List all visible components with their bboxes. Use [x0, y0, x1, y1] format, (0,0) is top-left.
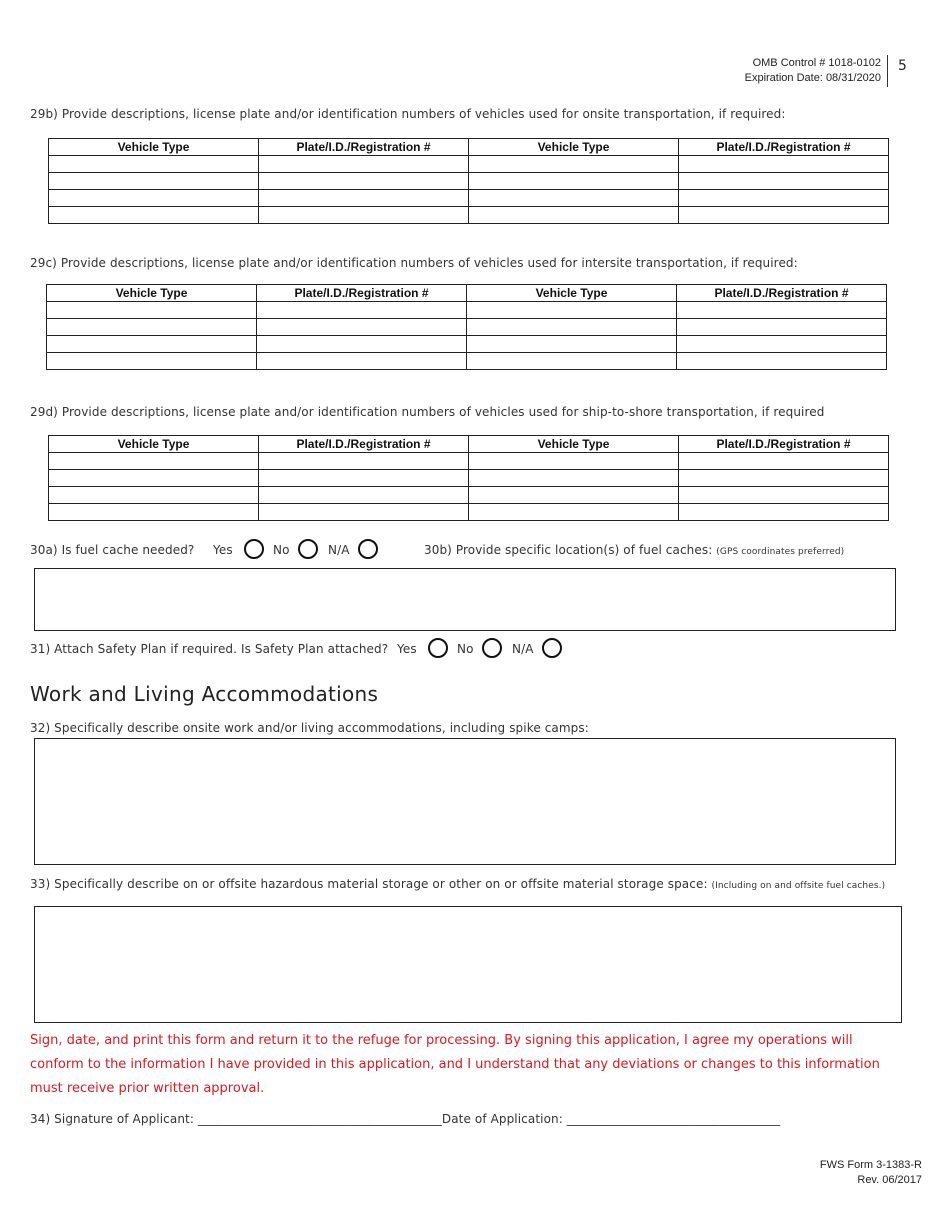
table-cell[interactable] — [677, 353, 887, 370]
table-row — [47, 353, 887, 370]
col-vehicle-type: Vehicle Type — [467, 285, 677, 302]
table-cell[interactable] — [49, 504, 259, 521]
table-cell[interactable] — [469, 156, 679, 173]
table-cell[interactable] — [677, 302, 887, 319]
table-cell[interactable] — [47, 353, 257, 370]
table-cell[interactable] — [47, 336, 257, 353]
q31-na-radio[interactable] — [542, 638, 562, 658]
table-cell[interactable] — [467, 336, 677, 353]
q29c-vehicle-table — [46, 284, 887, 370]
table-cell[interactable] — [49, 487, 259, 504]
table-cell[interactable] — [49, 207, 259, 224]
q31-no-label: No — [457, 642, 474, 656]
col-plate: Plate/I.D./Registration # — [259, 139, 469, 156]
table-cell[interactable] — [679, 207, 889, 224]
table-cell[interactable] — [469, 173, 679, 190]
table-cell[interactable] — [259, 470, 469, 487]
table-cell[interactable] — [679, 190, 889, 207]
table-cell[interactable] — [259, 190, 469, 207]
table-cell[interactable] — [467, 319, 677, 336]
table-cell[interactable] — [259, 504, 469, 521]
table-cell[interactable] — [467, 302, 677, 319]
col-vehicle-type: Vehicle Type — [49, 436, 259, 453]
table-row — [49, 487, 889, 504]
table-cell[interactable] — [469, 487, 679, 504]
q33-label-wrap — [30, 877, 885, 891]
table-cell[interactable] — [259, 173, 469, 190]
omb-control: OMB Control # 1018-0102 — [752, 57, 881, 69]
q31-no-radio[interactable] — [482, 638, 502, 658]
q30a-na-label: N/A — [328, 543, 350, 557]
date-field[interactable]: Date of Application: ___________________________________ — [441, 1112, 781, 1126]
q29c-label: 29c) Provide descriptions, license plate and/or identification numbers of vehicles used for intersite transportation, if required: — [30, 256, 798, 270]
q33-text-area[interactable] — [34, 906, 902, 1023]
q29d-label: 29d) Provide descriptions, license plate and/or identification numbers of vehicles used for ship-to-shore transportation, if required — [30, 405, 825, 419]
q30b-text-area[interactable] — [34, 568, 896, 631]
table-cell[interactable] — [679, 504, 889, 521]
table-cell[interactable] — [469, 190, 679, 207]
table-cell[interactable] — [257, 319, 467, 336]
col-vehicle-type: Vehicle Type — [469, 139, 679, 156]
table-cell[interactable] — [257, 302, 467, 319]
q30a-no-radio[interactable] — [298, 539, 318, 559]
col-plate: Plate/I.D./Registration # — [257, 285, 467, 302]
table-cell[interactable] — [47, 302, 257, 319]
q29b-vehicle-table — [48, 138, 889, 224]
table-cell[interactable] — [259, 156, 469, 173]
q33-note: (Including on and offsite fuel caches.) — [711, 881, 886, 891]
q29d-vehicle-table — [48, 435, 889, 521]
table-cell[interactable] — [257, 353, 467, 370]
q31-na-label: N/A — [512, 642, 534, 656]
table-row — [49, 173, 889, 190]
header-divider — [887, 55, 888, 87]
table-row — [49, 190, 889, 207]
table-cell[interactable] — [47, 319, 257, 336]
q30a-yes-radio[interactable] — [244, 539, 264, 559]
form-footer — [820, 1158, 922, 1188]
table-cell[interactable] — [257, 336, 467, 353]
form-number: FWS Form 3-1383-R — [819, 1159, 922, 1171]
table-cell[interactable] — [49, 173, 259, 190]
table-row — [49, 156, 889, 173]
table-cell[interactable] — [679, 487, 889, 504]
q33-label: 33) Specifically describe on or offsite hazardous material storage or other on or offsite material storage space: — [30, 877, 708, 891]
table-cell[interactable] — [679, 156, 889, 173]
table-cell[interactable] — [469, 470, 679, 487]
table-cell[interactable] — [679, 173, 889, 190]
table-cell[interactable] — [49, 470, 259, 487]
q34-line — [30, 1112, 780, 1126]
col-plate: Plate/I.D./Registration # — [677, 285, 887, 302]
col-plate: Plate/I.D./Registration # — [259, 436, 469, 453]
col-plate: Plate/I.D./Registration # — [679, 436, 889, 453]
table-cell[interactable] — [677, 336, 887, 353]
col-plate: Plate/I.D./Registration # — [679, 139, 889, 156]
table-cell[interactable] — [49, 156, 259, 173]
signature-field[interactable]: 34) Signature of Applicant: ________________________________________ — [30, 1112, 442, 1126]
table-cell[interactable] — [679, 470, 889, 487]
q31-label: 31) Attach Safety Plan if required. Is Safety Plan attached? — [30, 642, 389, 656]
table-cell[interactable] — [49, 453, 259, 470]
section-title: Work and Living Accommodations — [30, 682, 379, 706]
q30b-label: 30b) Provide specific location(s) of fuel caches: — [424, 543, 713, 557]
q32-text-area[interactable] — [34, 738, 896, 865]
omb-info — [745, 56, 881, 86]
table-cell[interactable] — [469, 504, 679, 521]
q32-label: 32) Specifically describe onsite work and/or living accommodations, including spike camps: — [30, 721, 589, 735]
table-row — [49, 470, 889, 487]
q30a-label: 30a) Is fuel cache needed? — [30, 543, 195, 557]
table-row — [47, 319, 887, 336]
col-vehicle-type: Vehicle Type — [49, 139, 259, 156]
table-cell[interactable] — [259, 487, 469, 504]
table-cell[interactable] — [469, 453, 679, 470]
page-number: 5 — [898, 58, 907, 74]
table-cell[interactable] — [467, 353, 677, 370]
table-row — [49, 504, 889, 521]
expiration-date: Expiration Date: 08/31/2020 — [744, 72, 881, 84]
form-revision: Rev. 06/2017 — [857, 1174, 922, 1186]
q30b-note: (GPS coordinates preferred) — [716, 547, 845, 557]
table-row — [49, 207, 889, 224]
table-cell[interactable] — [259, 453, 469, 470]
table-cell[interactable] — [259, 207, 469, 224]
col-vehicle-type: Vehicle Type — [469, 436, 679, 453]
table-cell[interactable] — [49, 190, 259, 207]
table-row — [47, 336, 887, 353]
table-cell[interactable] — [469, 207, 679, 224]
table-row — [49, 453, 889, 470]
table-cell[interactable] — [677, 319, 887, 336]
q30a-yes-label: Yes — [213, 543, 233, 557]
q31-yes-label: Yes — [397, 642, 417, 656]
table-cell[interactable] — [679, 453, 889, 470]
q30a-no-label: No — [273, 543, 290, 557]
q31-yes-radio[interactable] — [428, 638, 448, 658]
table-row — [47, 302, 887, 319]
q29b-label: 29b) Provide descriptions, license plate and/or identification numbers of vehicles used for onsite transportation, if required: — [30, 107, 786, 121]
signing-notice: Sign, date, and print this form and return it to the refuge for processing. By signing this application, I agree my operations will conform to the information I have provided in this application, and I understand that any deviations or changes to this information must receive prior written approval. — [30, 1033, 880, 1096]
col-vehicle-type: Vehicle Type — [47, 285, 257, 302]
q30a-na-radio[interactable] — [358, 539, 378, 559]
q30b-label-wrap — [424, 543, 844, 557]
